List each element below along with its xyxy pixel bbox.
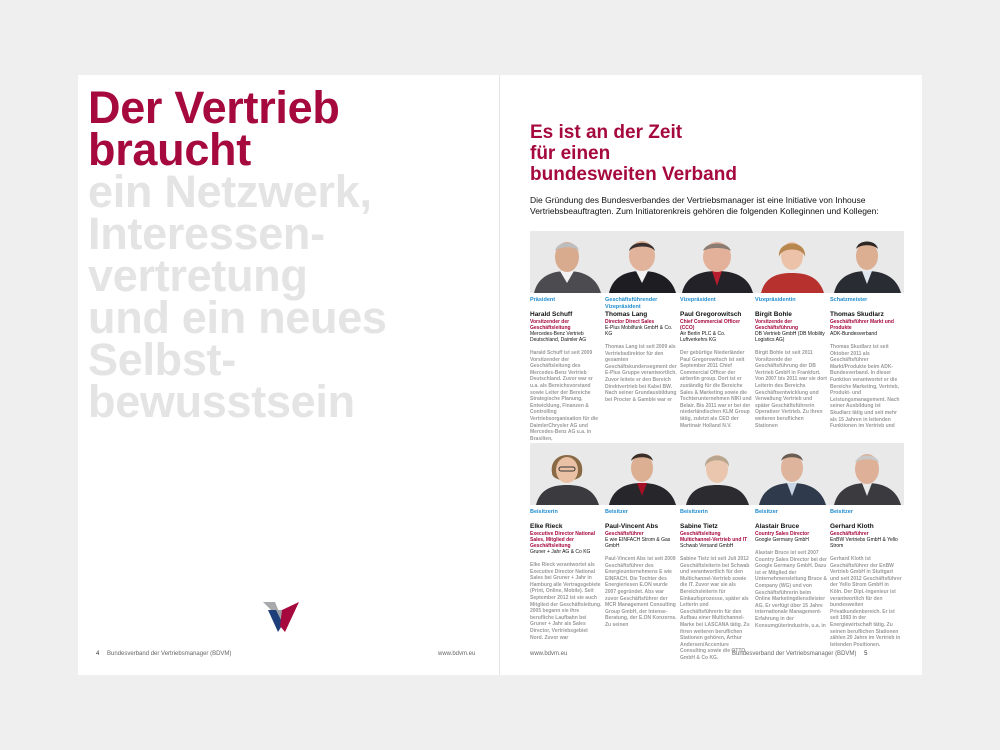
headline-grey-line: vertretung xyxy=(88,250,308,301)
left-footer xyxy=(96,650,231,658)
profile-role: Vizepräsidentin xyxy=(755,297,796,303)
profile-card xyxy=(830,509,902,648)
profile-title: Geschäftsführer Markt und Produkte xyxy=(830,319,894,331)
right-headline-line: für einen xyxy=(530,143,611,164)
profile-card xyxy=(755,297,827,429)
profile-company: DB Vertrieb GmbH (DB Mobility Logistics AG) xyxy=(755,331,825,343)
profile-role: Beisitzer xyxy=(755,509,778,515)
profile-company: ADK-Bundesverband xyxy=(830,331,877,337)
profile-card xyxy=(605,297,677,403)
profile-role: Vizepräsident xyxy=(680,297,716,303)
profile-bio: Der gebürtige Niederländer Paul Gregorowitsch ist seit September 2011 Chief Commercial Officer der airberlin group. Dort ist er zuständig für die Bereiche Sales & Marketing sowie die Tochterunternehmen NIKI und Belair. Bis 2011 war er bei der niederländischen KLM Group tätig, zuletzt als CEO der Martinair Holland N.V. xyxy=(680,350,752,429)
profile-name: Thomas Lang xyxy=(605,311,648,318)
portrait-strip xyxy=(530,231,904,293)
profile-role: Schatzmeister xyxy=(830,297,868,303)
profile-company: Gruner + Jahr AG & Co KG xyxy=(530,549,591,555)
profile-title: Vorsitzender der Geschäftsleitung xyxy=(530,319,571,331)
profile-name: Alastair Bruce xyxy=(755,523,800,530)
profile-role: Präsident xyxy=(530,297,556,303)
right-footer xyxy=(732,650,867,658)
right-page xyxy=(500,75,922,675)
profile-name: Gerhard Kloth xyxy=(830,523,874,530)
profile-bio: Paul-Vincent Abs ist seit 2009 Geschäftsführer des Energieunternehmens E wie EINFACH. Die Tochter des Energieriesen E.ON wurde 2007 gegründet. Abs war zuvor Geschäftsführer der MCR Management Consulting Group GmbH, der Intense-Beratung, der E.ON Konzerns. Zu seinen xyxy=(605,556,677,628)
portrait-sabine-tietz xyxy=(680,443,755,505)
profile-company: E-Plus Mobilfunk GmbH & Co. KG xyxy=(605,325,673,337)
profile-title: Executive Director National Sales, Mitglied der Geschäftsleitung xyxy=(530,531,596,549)
profile-card xyxy=(530,297,602,442)
right-headline-line: Es ist an der Zeit xyxy=(530,122,683,143)
left-page xyxy=(78,75,500,675)
profile-company: E wie EINFACH Strom & Gas GmbH xyxy=(605,537,671,549)
profile-name: Elke Rieck xyxy=(530,523,563,530)
headline-grey-line: Selbst- xyxy=(88,334,236,385)
profile-company: Schwab Versand GmbH xyxy=(680,543,734,549)
portrait-thomas-lang xyxy=(605,231,680,293)
profile-title: Geschäftsleitung Multichannel-Vertrieb und IT xyxy=(680,531,748,543)
profile-role: Beisitzer xyxy=(605,509,628,515)
profile-card xyxy=(680,509,752,662)
profile-title: Director Direct Sales xyxy=(605,319,655,325)
profile-name: Birgit Bohle xyxy=(755,311,792,318)
profile-title: Vorsitzende der Geschäftsführung xyxy=(755,319,799,331)
headline-grey-line: und ein neues xyxy=(88,292,387,343)
profile-card xyxy=(680,297,752,429)
footer-label: Bundesverband der Vertriebsmanager (BDVM) xyxy=(107,651,232,657)
profile-title: Geschäftsführer xyxy=(605,531,644,537)
headline-grey-line: Interessen- xyxy=(88,208,325,259)
profile-bio: Birgit Bohle ist seit 2011 Vorsitzende der Geschäftsführung der DB Vertrieb GmbH in Frankfurt. Von 2007 bis 2011 war sie dort Leiterin des Bereichs Geschäftsentwicklung und Verwaltung Vertrieb und später Geschäftsführerin Operativer Vertrieb. Zu ihren weiteren beruflichen Stationen xyxy=(755,350,827,429)
profile-bio: Harald Schuff ist seit 2009 Vorsitzender der Geschäftsleitung des Mercedes-Benz Vertrieb Deutschland. Zuvor war er u.a. als Bereichsvorstand sowie Leiter der Bereiche Strategische Planung, Entwicklung, Finanzen & Controlling Vertriebsorganisation für die DaimlerChrysler AG und Mercedes-Benz AG u.a. in Brasilien, xyxy=(530,350,599,442)
profile-card xyxy=(605,509,677,629)
profile-name: Thomas Skudlarz xyxy=(830,311,884,318)
profile-company: Mercedes-Benz Vertrieb Deutschland, Daimler AG xyxy=(530,331,587,343)
portrait-birgit-bohle xyxy=(755,231,830,293)
right-headline xyxy=(530,122,737,185)
profile-title: Geschäftsführer xyxy=(830,531,869,537)
profile-name: Paul-Vincent Abs xyxy=(605,523,659,530)
portrait-strip xyxy=(530,443,904,505)
profile-card xyxy=(530,509,602,641)
profile-role: Beisitzer xyxy=(830,509,853,515)
portrait-paul-gregorowitsch xyxy=(680,231,755,293)
intro-paragraph: Die Gründung des Bundesverbandes der Vertriebsmanager ist eine Initiative von Inhouse Vertriebsbeauftragten. Zum Initiatorenkreis gehören die folgenden Kolleginnen und Kollegen: xyxy=(530,195,879,216)
footer-url[interactable]: www.bdvm.eu xyxy=(530,651,568,657)
profile-name: Sabine Tietz xyxy=(680,523,718,530)
headline-grey-line: ein Netzwerk, xyxy=(88,166,372,217)
portrait-paul-vincent-abs xyxy=(605,443,680,505)
profile-bio: Gerhard Kloth ist Geschäftsführer der EnBW Vertrieb GmbH in Stuttgart und seit 2012 Geschäftsführer der Yello Strom GmbH in Köln. Der Dipl.-Ingenieur ist verantwortlich für den bundesweiten Privatkundenbereich. Er ist seit 1993 in der Energiewirtschaft tätig. Zu seinen beruflichen Stationen zählen 20 Jahre im Vertrieb in leitenden Positionen. xyxy=(830,556,902,648)
headline-grey-line: bewusstsein xyxy=(88,376,355,427)
profile-title: Chief Commercial Officer (CCO) xyxy=(680,319,741,331)
profile-company: Air Berlin PLC & Co. Luftverkehrs KG xyxy=(680,331,726,343)
footer-label: Bundesverband der Vertriebsmanager (BDVM) xyxy=(732,651,857,657)
profile-name: Paul Gregorowitsch xyxy=(680,311,742,318)
profile-bio: Elke Rieck verantwortet als Executive Director National Sales bei Gruner + Jahr in Hamburg alle Vertragsgebiete (Print, Online, Mobile). Seit September 2012 ist sie auch Mitglied der Geschäftsleitung. 2005 begann sie ihre berufliche Laufbahn bei Gruner + Jahr als Sales Director, Vertriebsgebiet Nord. Zuvor war xyxy=(530,562,602,641)
portrait-elke-rieck xyxy=(530,443,605,505)
right-headline-line: bundesweiten Verband xyxy=(530,164,737,185)
headline-red-line: Der Vertrieb xyxy=(88,82,340,133)
profile-bio: Alastair Bruce ist seit 2007 Country Sales Director bei der Google Germany GmbH. Dazu ist er Mitglied der Unternehmensleitung Bruce & Company (WG) und von Geschäftsführerin beim Online Marketingdienstleister AG. Er verfügt über 15 Jahre internationale Management-Erfahrung in der Konsumgüterindustrie, u.a. in xyxy=(755,550,827,629)
profile-role: Beisitzerin xyxy=(530,509,558,515)
profile-bio: Thomas Skudlarz ist seit Oktober 2011 als Geschäftsführer Markt/Produkte beim ADK-Bundesverband. In dieser Funktion verantwortet er die Bereiche Marketing, Vertrieb, Produkt- und Leistungsmanagement. Nach seiner Ausbildung ist Skudlarz tätig und seit mehr als 15 Jahren in leitenden Funktionen im Vertrieb und xyxy=(830,344,900,430)
profile-card xyxy=(755,509,827,629)
profile-role: Geschäftsführender Vizepräsident xyxy=(605,297,658,310)
headline-red-line: braucht xyxy=(88,124,251,175)
profile-company: EnBW Vertriebs GmbH & Yello Strom xyxy=(830,537,898,549)
profile-company: Google Germany GmbH xyxy=(755,537,809,543)
profile-name: Harald Schuff xyxy=(530,311,573,318)
profile-card xyxy=(830,297,902,430)
footer-url[interactable]: www.bdvm.eu xyxy=(438,651,476,657)
profile-role: Beisitzerin xyxy=(680,509,708,515)
profile-bio: Thomas Lang ist seit 2009 als Vertriebsdirektor für den gesamten Geschäftskundensegment der E-Plus Gruppe verantwortlich. Zuvor leitete er den Bereich Direktvertrieb bei Kabel BW. Nach seiner Grundausbildung bei Procter & Gamble war er xyxy=(605,344,677,403)
portrait-alastair-bruce xyxy=(755,443,830,505)
portrait-thomas-skudlarz xyxy=(830,231,904,293)
portrait-harald-schuff xyxy=(530,231,605,293)
left-headline xyxy=(88,82,498,427)
bdvm-logo-icon xyxy=(263,602,299,632)
portrait-gerhard-kloth xyxy=(830,443,904,505)
profile-bio: Sabine Tietz ist seit Juli 2012 Geschäftsleiterin bei Schwab und verantwortlich für den Multichannel-Vertrieb sowie die IT. Zuvor war sie als Bereichsleiterin für Einkaufsprozesse, später als Leiterin und Geschäftsführerin für den Aufbau einer Multichannel-Marke bei LASCANA tätig. Zu ihren weiteren beruflichen Stationen gehören, Arthur Andersen/Accenture Consulting sowie die OTTO GmbH & Co KG. xyxy=(680,556,750,661)
page-number: 4 xyxy=(96,651,100,657)
page-number: 5 xyxy=(864,651,868,657)
profile-title: Country Sales Director xyxy=(755,531,810,537)
